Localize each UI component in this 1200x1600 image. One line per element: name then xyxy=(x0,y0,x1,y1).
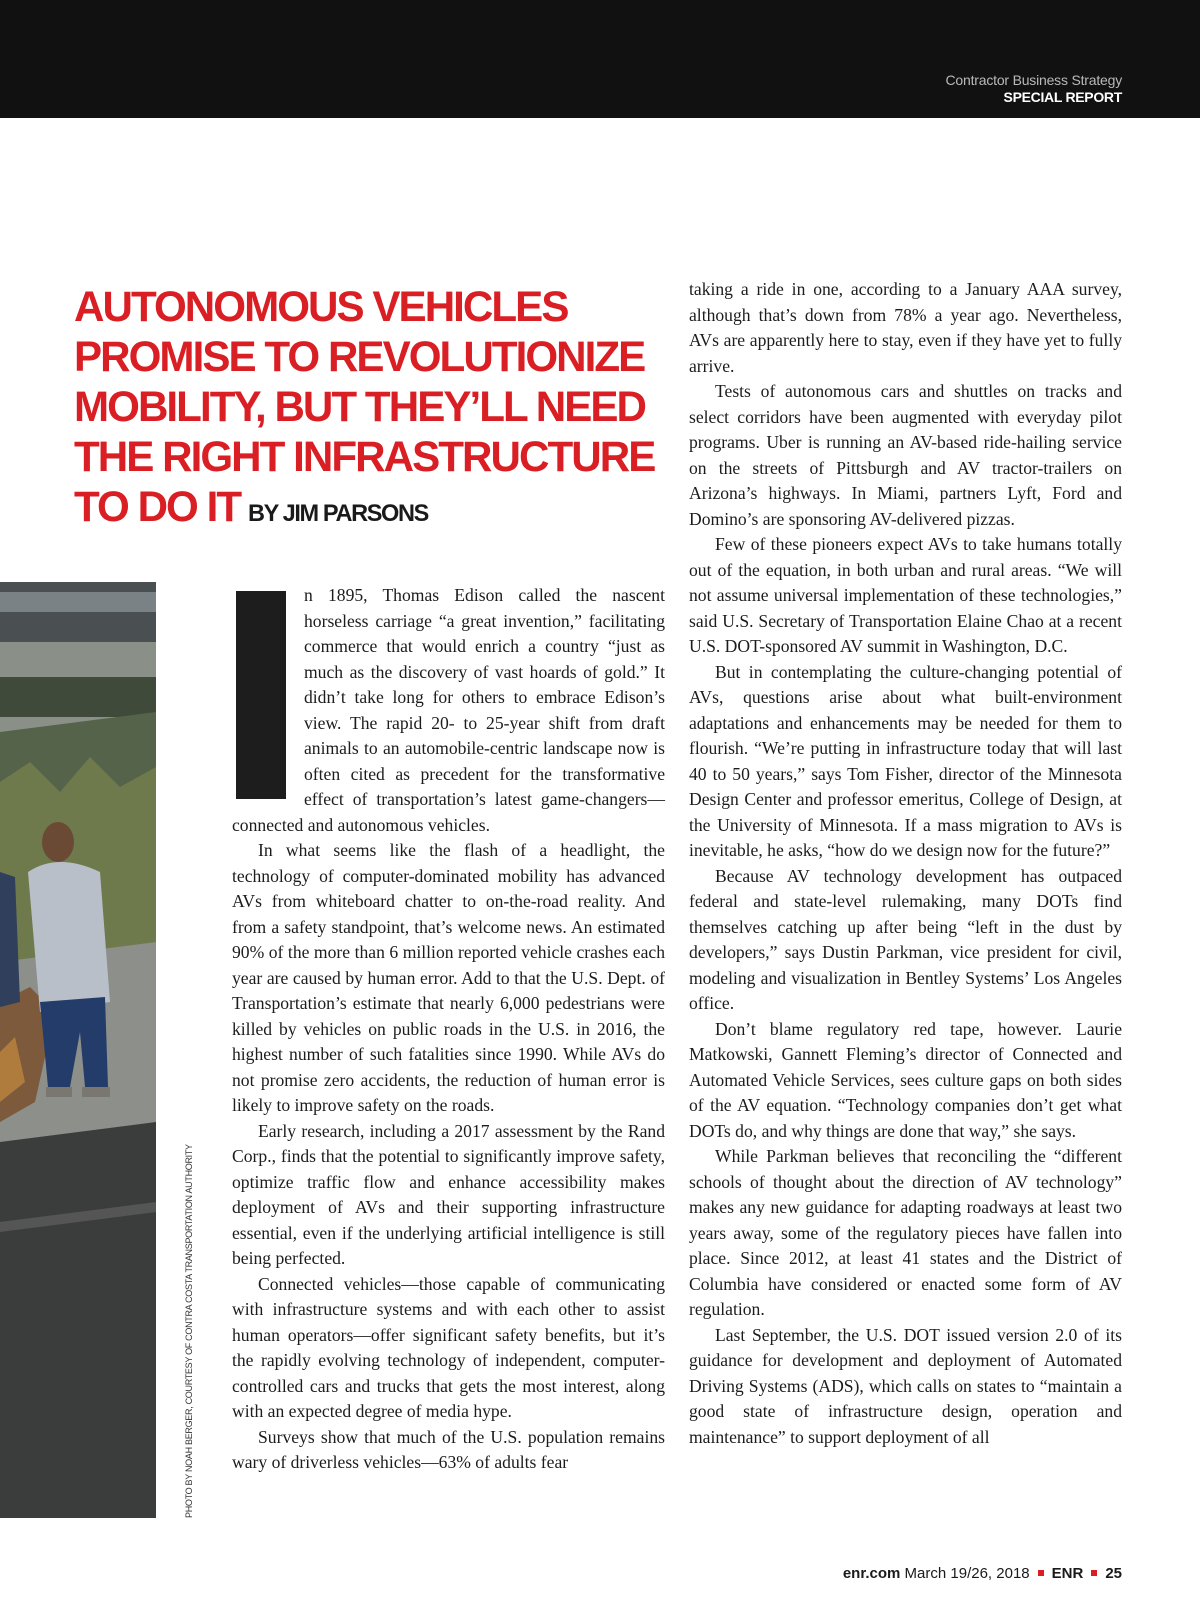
paragraph: Because AV technology development has outpaced federal and state-level rulemaking, many DOTs find themselves catching up after being “left in the dust by developers,” says Dustin Parkman, vice president for civil, modeling and visualization in Bentley Systems’ Los Angeles office. xyxy=(689,865,1122,1013)
pedestrians-photo xyxy=(0,582,156,1518)
paragraph: taking a ride in one, according to a January AAA survey, although that’s down from 78% a year ago. Nevertheless, AVs are apparently here to stay, even if they have yet to fully arrive. xyxy=(689,279,1122,376)
separator-square-icon xyxy=(1038,1570,1044,1576)
photo-credit: PHOTO BY NOAH BERGER, COURTESY OF CONTRA COSTA TRANSPORTATION AUTHORITY xyxy=(184,1144,194,1518)
paragraph: In what seems like the flash of a headlight, the technology of computer-dominated mobility has advanced AVs from whiteboard chatter to on-the-road reality. And from a safety standpoint, that’s welcome news. An estimated 90% of the more than 6 million reported vehicle crashes each year are caused by human error. Add to that the U.S. Dept. of Transportation’s estimate that nearly 6,000 pedestrians were killed by vehicles on public roads in the U.S. in 2016, the highest number of such fatalities since 1990. While AVs do not promise zero accidents, the reduction of human error is likely to improve safety on the roads. xyxy=(232,840,665,1115)
byline: BY JIM PARSONS xyxy=(247,500,428,527)
headline-text: AUTONOMOUS VEHICLES PROMISE TO REVOLUTIONIZE MOBILITY, BUT THEY’LL NEED THE RIGHT INFRASTRUCTURE TO DO IT xyxy=(74,283,655,531)
article-column-2 xyxy=(689,277,1122,1450)
lead-paragraph xyxy=(232,583,665,838)
footer-website: enr.com xyxy=(842,1565,901,1582)
magazine-name: ENR xyxy=(1051,1565,1084,1582)
section-label xyxy=(946,72,1122,105)
page-number: 25 xyxy=(1105,1565,1122,1582)
paragraph: Early research, including a 2017 assessment by the Rand Corp., finds that the potential to significantly improve safety, optimize traffic flow and enhance accessibility makes deployment of AVs and their supporting infrastructure essential, even if the underlying artificial intelligence is still being perfected. xyxy=(232,1120,665,1268)
paragraph: Last September, the U.S. DOT issued version 2.0 of its guidance for development and deployment of Automated Driving Systems (ADS), which calls on states to “maintain a good state of infrastructure design, operation and maintenance” to support deployment of all xyxy=(689,1324,1122,1447)
section-name: Contractor Business Strategy xyxy=(945,72,1122,88)
paragraph: But in contemplating the culture-changing potential of AVs, questions arise about what built-environment adaptations and enhancements may be needed for them to flourish. “We’re putting in infrastructure today that will last 40 to 50 years,” says Tom Fisher, director of the Minnesota Design Center and professor emeritus, College of Design, at the University of Minnesota. If a mass migration to AVs is inevitable, he asks, “how do we design now for the future?” xyxy=(689,661,1122,860)
paragraph: Few of these pioneers expect AVs to take humans totally out of the equation, in both urban and rural areas. “We will not assume universal implementation of these technologies,” said U.S. Secretary of Transportation Elaine Chao at a recent U.S. DOT-sponsored AV summit in Washington, D.C. xyxy=(689,534,1122,656)
issue-date: March 19/26, 2018 xyxy=(904,1565,1030,1582)
lead-text: n 1895, Thomas Edison called the nascent horseless carriage “a great invention,” facilitating commerce that would enrich a country “just as much as the discovery of vast hoards of gold.” It didn’t take long for others to embrace Edison’s view. The rapid 20- to 25-year shift from draft animals to an automobile-centric landscape now is often cited as precedent for the transformative effect of transportation’s latest game-changers—connected and autonomous vehicles. xyxy=(232,585,665,835)
paragraph: Don’t blame regulatory red tape, however. Laurie Matkowski, Gannett Fleming’s director of Connected and Automated Vehicle Services, sees culture gaps on both sides of the AV equation. “Technology companies don’t get what DOTs do, and why things are done that way,” she says. xyxy=(689,1018,1122,1141)
separator-square-icon xyxy=(1091,1570,1097,1576)
article-photo xyxy=(0,582,156,1518)
paragraph: Tests of autonomous cars and shuttles on tracks and select corridors have been augmented with everyday pilot programs. Uber is running an AV-based ride-hailing service on the streets of Pittsburgh and AV tractor-trailers on Arizona’s highways. In Miami, partners Lyft, Ford and Domino’s are sponsoring AV-delivered pizzas. xyxy=(689,381,1122,529)
report-type: SPECIAL REPORT xyxy=(1003,89,1122,105)
article-column-1 xyxy=(232,583,665,1476)
paragraph: Connected vehicles—those capable of communicating with infrastructure systems and with each other to assist human operators—offer significant safety benefits, but it’s the rapidly evolving technology of independent, computer-controlled cars and trucks that gets the most interest, along with an expected degree of media hype. xyxy=(232,1273,665,1421)
drop-cap xyxy=(236,591,286,799)
paragraph: Surveys show that much of the U.S. population remains wary of driverless vehicles—63% of adults fear xyxy=(232,1426,665,1472)
page-footer xyxy=(843,1565,1122,1582)
article-headline xyxy=(74,282,662,539)
paragraph: While Parkman believes that reconciling the “different schools of thought about the direction of AV technology” makes any new guidance for adapting roadways at least two years away, some of the regulatory pieces have fallen into place. Since 2012, at least 41 states and the District of Columbia have considered or enacted some form of AV regulation. xyxy=(689,1146,1122,1319)
